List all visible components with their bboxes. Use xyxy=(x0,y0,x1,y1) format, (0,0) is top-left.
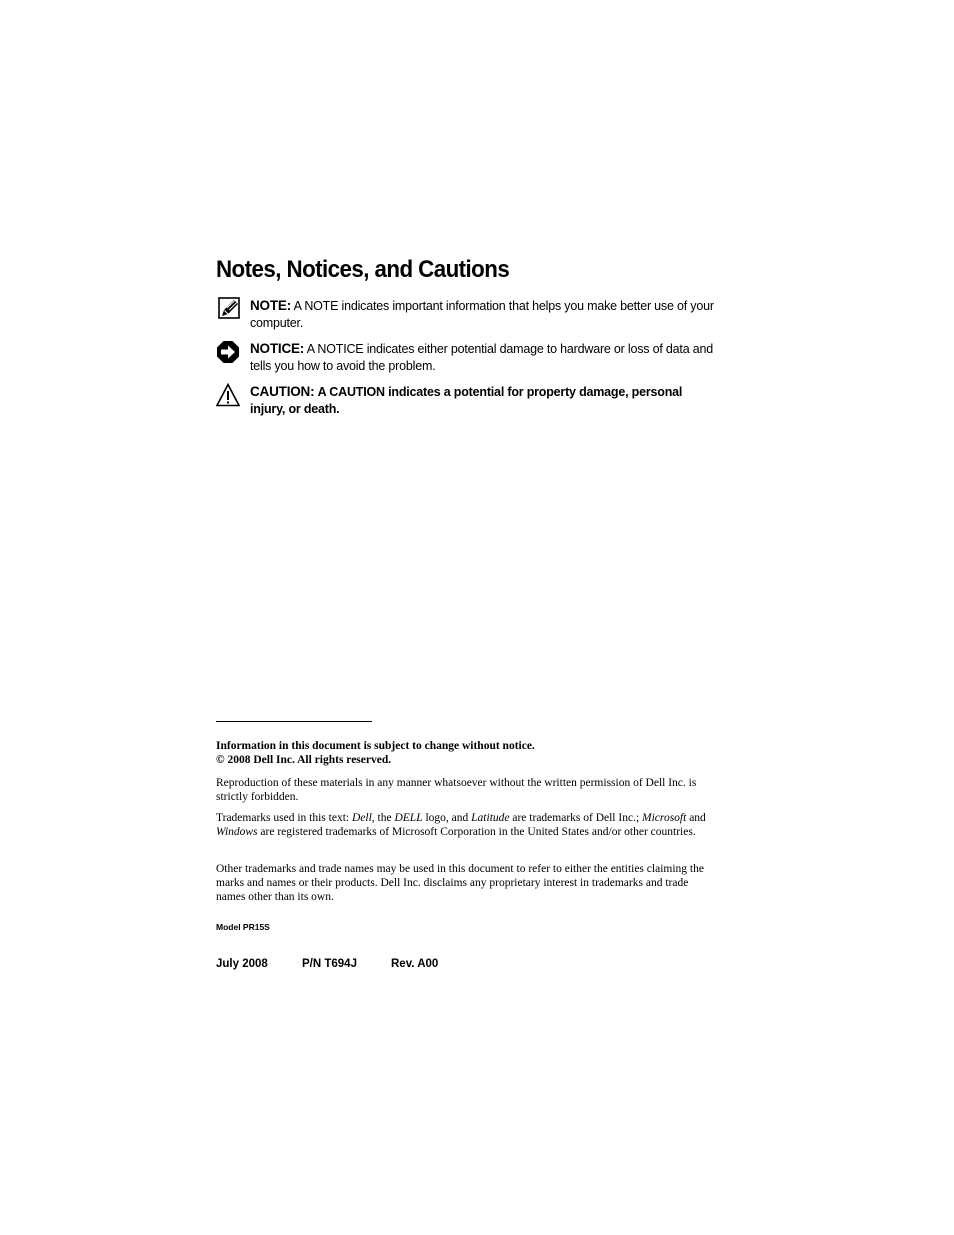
page-title: Notes, Notices, and Cautions xyxy=(216,256,510,283)
trademark-windows: Windows xyxy=(216,826,258,838)
model-number: Model PR15S xyxy=(216,922,270,932)
reproduction-statement: Reproduction of these materials in any manner whatsoever without the written permission of Dell Inc. is strictly forbidden. xyxy=(216,777,697,803)
caution-label: CAUTION: xyxy=(250,384,315,399)
note-body: A NOTE indicates important information that helps you make better use of your computer. xyxy=(250,299,714,330)
notice-admonition xyxy=(216,340,716,376)
other-trademarks-statement: Other trademarks and trade names may be used in this document to refer to either the entities claiming the marks and names or their products. Dell Inc. disclaims any proprietary interest in trademarks and trade names other than its own. xyxy=(216,863,704,903)
caution-body: A CAUTION indicates a potential for property damage, personal injury, or death. xyxy=(250,385,683,416)
trademarks-text: logo, and xyxy=(422,812,472,824)
trademarks-text: are trademarks of Dell Inc.; xyxy=(509,812,643,824)
pencil-note-icon xyxy=(216,297,240,321)
note-label: NOTE: xyxy=(250,298,291,313)
trademark-dell-logo: DELL xyxy=(394,812,423,824)
caution-text xyxy=(250,383,720,418)
revision: Rev. A00 xyxy=(391,958,439,970)
part-number: P/N T694J xyxy=(302,958,357,970)
change-notice xyxy=(216,739,716,767)
warning-triangle-icon xyxy=(216,383,240,407)
notice-body: A NOTICE indicates either potential damage to hardware or loss of data and tells you how to avoid the problem. xyxy=(250,342,713,373)
trademark-dell: Dell xyxy=(351,812,372,824)
note-admonition xyxy=(216,297,716,333)
change-notice-line: Information in this document is subject to change without notice. xyxy=(216,740,535,752)
trademarks-text: Trademarks used in this text: xyxy=(216,812,352,824)
note-text xyxy=(250,297,720,332)
trademark-latitude: Latitude xyxy=(471,812,510,824)
notice-text xyxy=(250,340,720,375)
trademarks-statement xyxy=(216,811,716,839)
notice-arrow-icon xyxy=(216,340,240,364)
trademark-microsoft: Microsoft xyxy=(642,812,687,824)
notice-label: NOTICE: xyxy=(250,341,305,356)
trademarks-text: and xyxy=(686,812,706,824)
publication-date: July 2008 xyxy=(216,958,268,970)
footnote-divider xyxy=(216,721,372,722)
trademarks-text: are registered trademarks of Microsoft Corporation in the United States and/or other countries. xyxy=(257,826,696,838)
trademarks-text: , the xyxy=(371,812,395,824)
caution-admonition xyxy=(216,383,716,419)
copyright-line: © 2008 Dell Inc. All rights reserved. xyxy=(216,754,392,766)
